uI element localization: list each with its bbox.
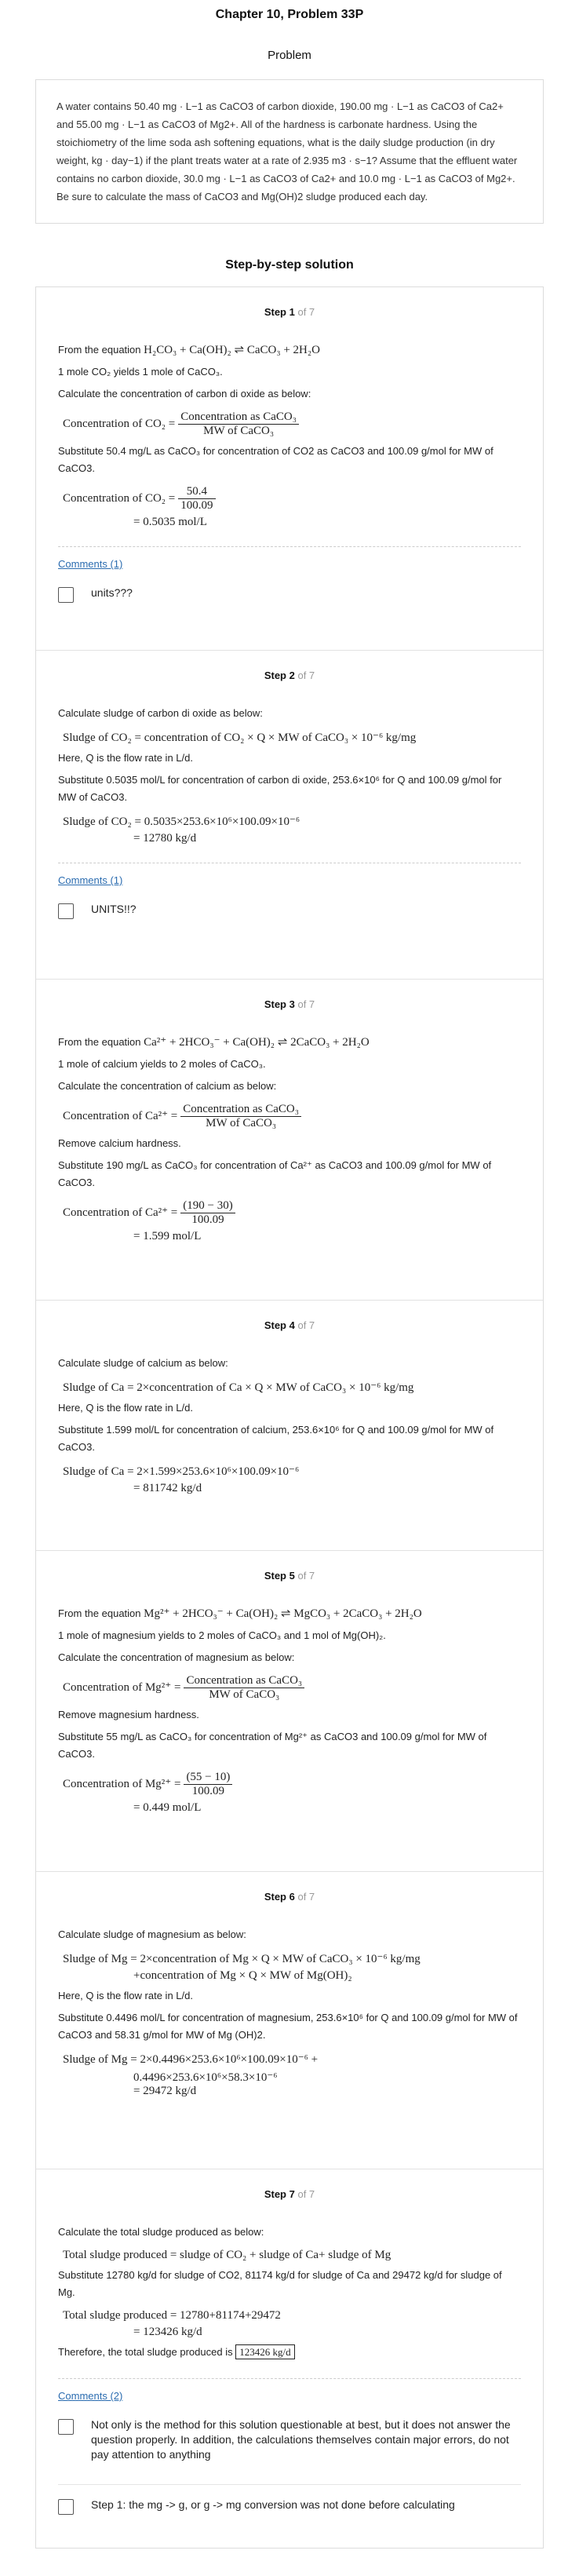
calculation-cont: 0.4496×253.6×10⁶×58.3×10⁻⁶	[133, 2071, 278, 2084]
equation: H₂CO₃ + Ca(OH)₂ ⇌ CaCO₃ + 2H₂O	[144, 344, 320, 356]
step-4	[36, 1301, 543, 1551]
step-of: of 7	[297, 1891, 315, 1903]
comment	[58, 897, 521, 930]
step-7	[36, 2169, 543, 2548]
fraction	[184, 1771, 232, 1798]
substitute-line: Substitute 0.4496 mol/L for concentration of magnesium, 253.6×10⁶ for Q and 100.09 g/mol for MW of CaCO3 and 58.31 g/mol for MW of Mg (OH)2.	[58, 2012, 518, 2041]
step-header	[58, 2169, 521, 2219]
comment	[58, 2413, 521, 2473]
step-of: of 7	[297, 1319, 315, 1331]
here-line: Here, Q is the flow rate in L/d.	[58, 752, 193, 764]
substitute-line: Substitute 50.4 mg/L as CaCO₃ for concentration of CO2 as CaCO3 and 100.09 g/mol for MW of CaCO3.	[58, 445, 493, 474]
remove-line: Remove magnesium hardness.	[58, 1709, 199, 1720]
calculation	[63, 485, 521, 513]
step-label: Step 6	[264, 1891, 295, 1903]
step-of: of 7	[297, 1570, 315, 1582]
equation: Ca²⁺ + 2HCO₃⁻ + Ca(OH)₂ ⇌ 2CaCO₃ + 2H₂O	[144, 1036, 370, 1049]
step-label: Step 5	[264, 1570, 295, 1582]
comments-link[interactable]: Comments (1)	[58, 558, 123, 570]
step-of: of 7	[297, 670, 315, 681]
calc-label: Concentration of Mg²⁺ =	[63, 1777, 181, 1790]
step-header	[58, 651, 521, 700]
denominator: MW of CaCO₃	[206, 1117, 277, 1129]
result: = 0.449 mol/L	[133, 1801, 202, 1814]
calc-line: Calculate sludge of magnesium as below:	[58, 1928, 246, 1940]
numerator: (190 − 30)	[180, 1199, 235, 1213]
denominator: MW of CaCO₃	[203, 425, 275, 437]
calc-line: Calculate the concentration of carbon di oxide as below:	[58, 388, 311, 400]
numerator: Concentration as CaCO₃	[178, 410, 299, 425]
comment-text: Not only is the method for this solution questionable at best, but it does not answer the question properly. In addition, the calculations themselves contain major errors, do not pay attention to anything	[91, 2418, 511, 2461]
numerator: Concentration as CaCO₃	[184, 1674, 304, 1688]
step-label: Step 4	[264, 1319, 295, 1331]
comment-text: UNITS!!?	[91, 903, 137, 915]
comment	[58, 2484, 521, 2526]
step-label: Step 3	[264, 998, 295, 1010]
calc-line: Calculate the concentration of magnesium as below:	[58, 1651, 295, 1663]
text: From the equation	[58, 1036, 141, 1048]
divider	[58, 2378, 521, 2379]
step-label: Step 7	[264, 2188, 295, 2200]
step-header	[58, 287, 521, 337]
fraction	[180, 1103, 301, 1130]
comments-link[interactable]: Comments (1)	[58, 874, 123, 886]
denominator: MW of CaCO₃	[209, 1688, 280, 1701]
formula: Sludge of CO₂ = concentration of CO₂ × Q × MW of CaCO₃ × 10⁻⁶ kg/mg	[63, 732, 417, 744]
numerator: 50.4	[178, 485, 215, 499]
mole-line: 1 mole of calcium yields to 2 moles of CaCO₃.	[58, 1058, 266, 1070]
steps-container	[35, 286, 544, 2549]
here-line: Here, Q is the flow rate in L/d.	[58, 1402, 193, 1414]
problem-heading: Problem	[268, 49, 311, 62]
final-answer: 123426 kg/d	[235, 2344, 294, 2359]
formula-label: Concentration of Ca²⁺ =	[63, 1109, 178, 1122]
substitute-line: Substitute 12780 kg/d for sludge of CO2, 81174 kg/d for sludge of Ca and 29472 kg/d for sludge of Mg.	[58, 2269, 502, 2298]
page	[35, 0, 544, 2549]
comment	[58, 581, 521, 614]
result: = 29472 kg/d	[133, 2085, 197, 2097]
equation: Mg²⁺ + 2HCO₃⁻ + Ca(OH)₂ ⇌ MgCO₃ + 2CaCO₃ + 2H₂O	[144, 1607, 422, 1620]
calc-line: Calculate sludge of carbon di oxide as below:	[58, 707, 263, 719]
result: = 811742 kg/d	[133, 1482, 202, 1494]
step-label: Step 1	[264, 306, 295, 318]
comment-checkbox[interactable]	[58, 2419, 74, 2435]
formula-cont: +concentration of Mg × Q × MW of Mg(OH)₂	[133, 1969, 352, 1982]
substitute-line: Substitute 0.5035 mol/L for concentration of carbon di oxide, 253.6×10⁶ for Q and 100.09 g/mol for MW of CaCO3.	[58, 774, 502, 803]
divider	[58, 546, 521, 547]
formula	[63, 1103, 521, 1130]
numerator: Concentration as CaCO₃	[180, 1103, 301, 1117]
problem-statement	[35, 79, 544, 224]
step-of: of 7	[297, 2188, 315, 2200]
calculation: Sludge of Ca = 2×1.599×253.6×10⁶×100.09×10⁻⁶	[63, 1465, 300, 1478]
step-label: Step 2	[264, 670, 295, 681]
substitute-line: Substitute 190 mg/L as CaCO₃ for concentration of Ca²⁺ as CaCO3 and 100.09 g/mol for MW of CaCO3.	[58, 1159, 492, 1188]
denominator: 100.09	[180, 499, 213, 512]
text: From the equation	[58, 1607, 141, 1619]
substitute-line: Substitute 55 mg/L as CaCO₃ for concentration of Mg²⁺ as CaCO3 and 100.09 g/mol for MW of CaCO3.	[58, 1731, 487, 1760]
mole-line: 1 mole CO₂ yields 1 mole of CaCO₃.	[58, 366, 223, 378]
text: From the equation	[58, 344, 141, 356]
step-header	[58, 1551, 521, 1600]
step-1	[36, 287, 543, 651]
comment-text: units???	[91, 586, 133, 599]
denominator: 100.09	[191, 1785, 225, 1797]
result: = 12780 kg/d	[133, 832, 197, 845]
calculation	[63, 1199, 521, 1227]
calculation: Sludge of CO₂ = 0.5035×253.6×10⁶×100.09×10⁻⁶	[63, 815, 300, 828]
fraction	[184, 1674, 304, 1702]
result: = 123426 kg/d	[133, 2326, 202, 2338]
calc-line: Calculate sludge of calcium as below:	[58, 1357, 228, 1369]
fraction	[178, 410, 299, 438]
calculation: Total sludge produced = 12780+81174+29472	[63, 2309, 281, 2322]
step-6	[36, 1872, 543, 2169]
eq-line	[58, 1034, 521, 1051]
step-2	[36, 651, 543, 980]
formula-label: Concentration of Mg²⁺ =	[63, 1680, 181, 1694]
result: = 0.5035 mol/L	[133, 516, 207, 528]
calc-label: Concentration of Ca²⁺ =	[63, 1206, 178, 1219]
calc-line: Calculate the concentration of calcium as below:	[58, 1080, 277, 1092]
comment-text: Step 1: the mg -> g, or g -> mg conversion was not done before calculating	[91, 2498, 455, 2511]
denominator: 100.09	[191, 1213, 224, 1226]
therefore-text: Therefore, the total sludge produced is	[58, 2346, 233, 2358]
formula: Total sludge produced = sludge of CO₂ + sludge of Ca+ sludge of Mg	[63, 2249, 391, 2261]
comment-checkbox[interactable]	[58, 2499, 74, 2515]
numerator: (55 − 10)	[184, 1771, 232, 1785]
step-header	[58, 1301, 521, 1350]
eq-line	[58, 341, 521, 359]
chapter-title: Chapter 10, Problem 33P	[215, 8, 364, 21]
formula	[63, 410, 521, 438]
result: = 1.599 mol/L	[133, 1230, 202, 1242]
final-answer-line	[58, 2344, 521, 2361]
comment-checkbox[interactable]	[58, 587, 74, 603]
step-of: of 7	[297, 998, 315, 1010]
step-header	[58, 1872, 521, 1921]
step-of: of 7	[297, 306, 315, 318]
remove-line: Remove calcium hardness.	[58, 1137, 181, 1149]
solution-title: Step-by-step solution	[225, 258, 354, 272]
calculation: Sludge of Mg = 2×0.4496×253.6×10⁶×100.09×10⁻⁶ +	[63, 2053, 319, 2066]
eq-line	[58, 1605, 521, 1622]
comment-checkbox[interactable]	[58, 903, 74, 919]
formula-label: Concentration of CO₂ =	[63, 417, 176, 430]
step-3	[36, 980, 543, 1301]
problem-text: A water contains 50.40 mg · L−1 as CaCO3 of carbon dioxide, 190.00 mg · L−1 as CaCO3 of Ca2+ and 55.00 mg · L−1 as CaCO3 of Mg2+. All of the hardness is carbonate hardness. Using the stoichiometry of the lime soda ash softening equations, what is the daily sludge production (in dry weight, kg · day−1) if the plant treats water at a rate of 2.935 m3 · s−1? Assume that the effluent water contains no carbon dioxide, 30.0 mg · L−1 as CaCO3 of Ca2+ and 10.0 mg · L−1 as CaCO3 of Mg2+. Be sure to calculate the mass of CaCO3 and Mg(OH)2 sludge produced each day.	[56, 100, 518, 203]
here-line: Here, Q is the flow rate in L/d.	[58, 1990, 193, 2001]
substitute-line: Substitute 1.599 mol/L for concentration of calcium, 253.6×10⁶ for Q and 100.09 g/mol for MW of CaCO3.	[58, 1424, 494, 1453]
calc-label: Concentration of CO₂ =	[63, 491, 176, 505]
calculation	[63, 1771, 521, 1798]
step-header	[58, 980, 521, 1029]
fraction	[180, 1199, 235, 1227]
comments-link[interactable]: Comments (2)	[58, 2390, 123, 2402]
fraction	[178, 485, 215, 513]
formula: Sludge of Mg = 2×concentration of Mg × Q × MW of CaCO₃ × 10⁻⁶ kg/mg	[63, 1953, 421, 1965]
calc-line: Calculate the total sludge produced as below:	[58, 2226, 264, 2238]
mole-line: 1 mole of magnesium yields to 2 moles of CaCO₃ and 1 mol of Mg(OH)₂.	[58, 1629, 386, 1641]
step-5	[36, 1551, 543, 1872]
formula	[63, 1674, 521, 1702]
formula: Sludge of Ca = 2×concentration of Ca × Q × MW of CaCO₃ × 10⁻⁶ kg/mg	[63, 1381, 414, 1394]
